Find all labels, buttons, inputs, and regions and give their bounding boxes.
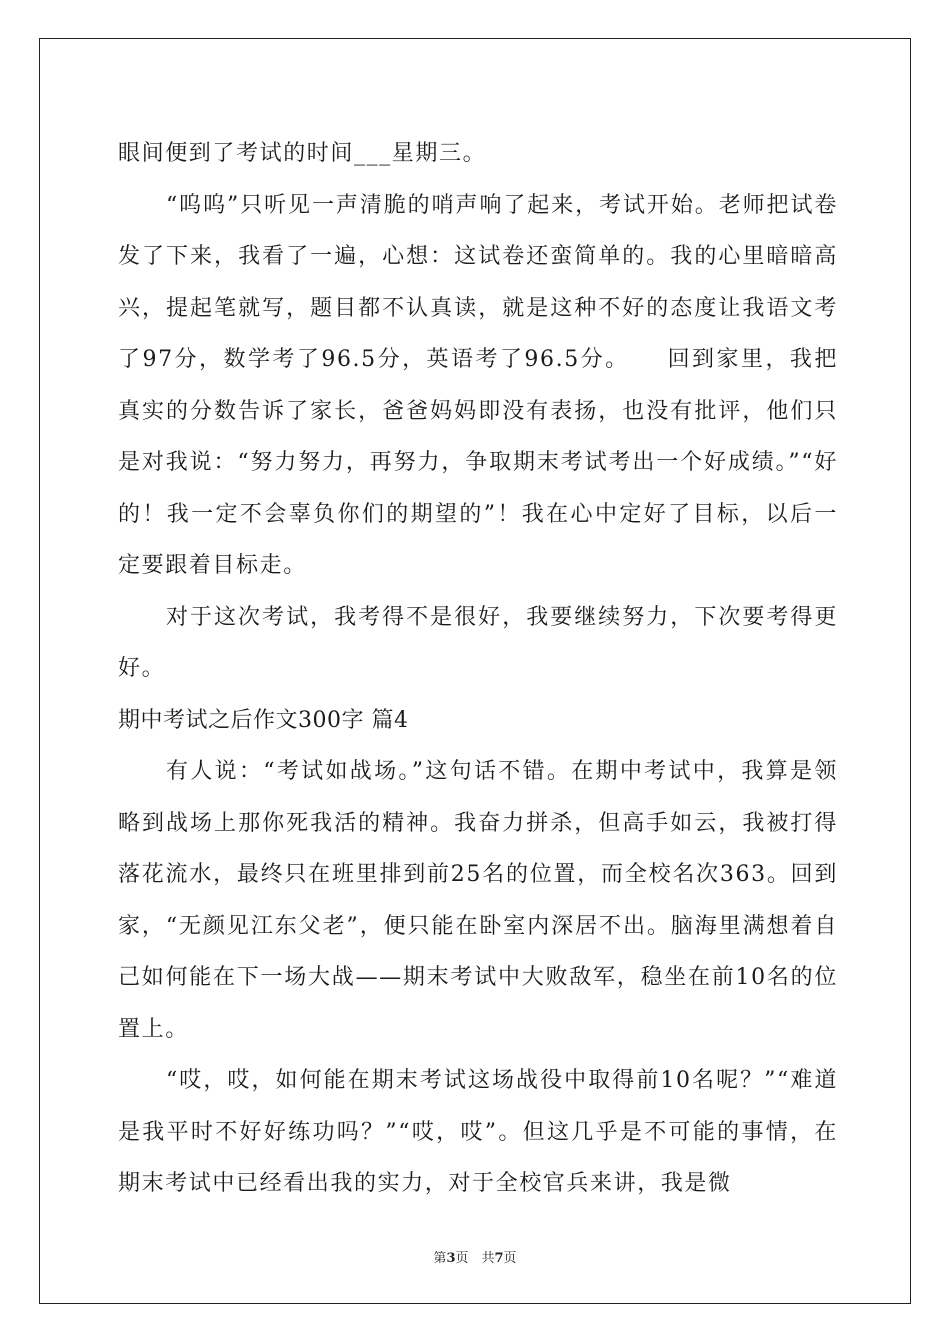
paragraph-4: 有人说：“考试如战场。”这句话不错。在期中考试中，我算是领略到战场上那你死我活的精神。我奋力拼杀，但高手如云，我被打得落花流水，最终只在班里排到前25名的位置，而全校名次363。回到家，“无颜见江东父老”，便只能在卧室内深居不出。脑海里满想着自己如何能在下一场大战——期末考试中大败敌军，稳坐在前10名的位置上。 bbox=[118, 759, 838, 1042]
paragraph-5: “哎，哎，如何能在期末考试这场战役中取得前10名呢？”“难道是我平时不好好练功吗？”“哎，哎”。但这几乎是不可能的事情，在期末考试中已经看出我的实力，对于全校官兵来讲，我是微 bbox=[118, 1068, 838, 1196]
page-footer bbox=[0, 1247, 950, 1266]
paragraph-1: 眼间便到了考试的时间___星期三。 bbox=[118, 141, 487, 166]
footer-suffix: 页 bbox=[503, 1251, 517, 1266]
paragraph-3: 对于这次考试，我考得不是很好，我要继续努力，下次要考得更好。 bbox=[118, 604, 838, 681]
footer-mid: 页 共 bbox=[455, 1251, 495, 1266]
total-page-count: 7 bbox=[494, 1251, 504, 1266]
footer-prefix: 第 bbox=[433, 1251, 447, 1266]
document-body bbox=[118, 128, 838, 1210]
section-heading: 期中考试之后作文300字 篇4 bbox=[118, 707, 409, 733]
paragraph-2: “呜呜”只听见一声清脆的哨声响了起来，考试开始。老师把试卷发了下来，我看了一遍，心想：这试卷还蛮简单的。我的心里暗暗高兴，提起笔就写，题目都不认真读，就是这种不好的态度让我语文考了97分，数学考了96.5分，英语考了96.5分。 回到家里，我把真实的分数告诉了家长，爸爸妈妈即没有表扬，也没有批评，他们只是对我说：“努力努力，再努力，争取期末考试考出一个好成绩。”“好的！我一定不会辜负你们的期望的”！我在心中定好了目标，以后一定要跟着目标走。 bbox=[118, 192, 838, 578]
current-page-number: 3 bbox=[446, 1251, 456, 1266]
